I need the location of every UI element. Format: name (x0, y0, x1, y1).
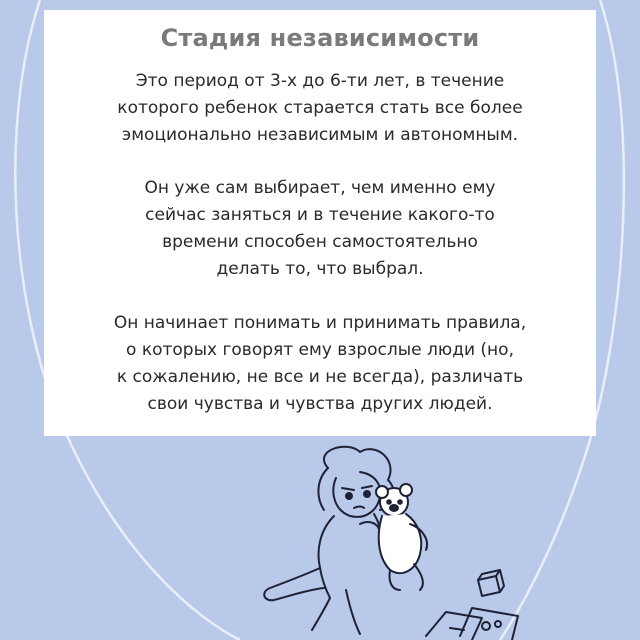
child-with-teddy-bear-icon (250, 440, 550, 640)
paragraph-line: времени способен самостоятельно (162, 232, 478, 252)
paragraph-line: Он уже сам выбирает, чем именно ему (144, 178, 496, 198)
paragraph-1 (44, 68, 596, 149)
paragraph-line: Он начинает понимать и принимать правила, (113, 313, 527, 333)
paragraph-line: которого ребенок старается стать все более (117, 98, 523, 118)
info-card (44, 10, 596, 436)
paragraph-line: Это период от 3-х до 6-ти лет, в течение (135, 71, 505, 91)
paragraph-line: о которых говорят ему взрослые люди (но, (126, 340, 514, 360)
paragraph-line: свои чувства и чувства других людей. (147, 394, 493, 414)
paragraph-line: к сожалению, не все и не всегда), различать (116, 367, 524, 387)
paragraph-line: делать то, что выбрал. (216, 259, 424, 279)
paragraph-line: сейчас заняться и в течение какого-то (145, 205, 495, 225)
paragraph-line: эмоционально независимым и автономным. (121, 125, 519, 145)
page-title: Стадия независимости (160, 24, 480, 52)
paragraph-2 (44, 175, 596, 283)
paragraph-3 (44, 310, 596, 418)
